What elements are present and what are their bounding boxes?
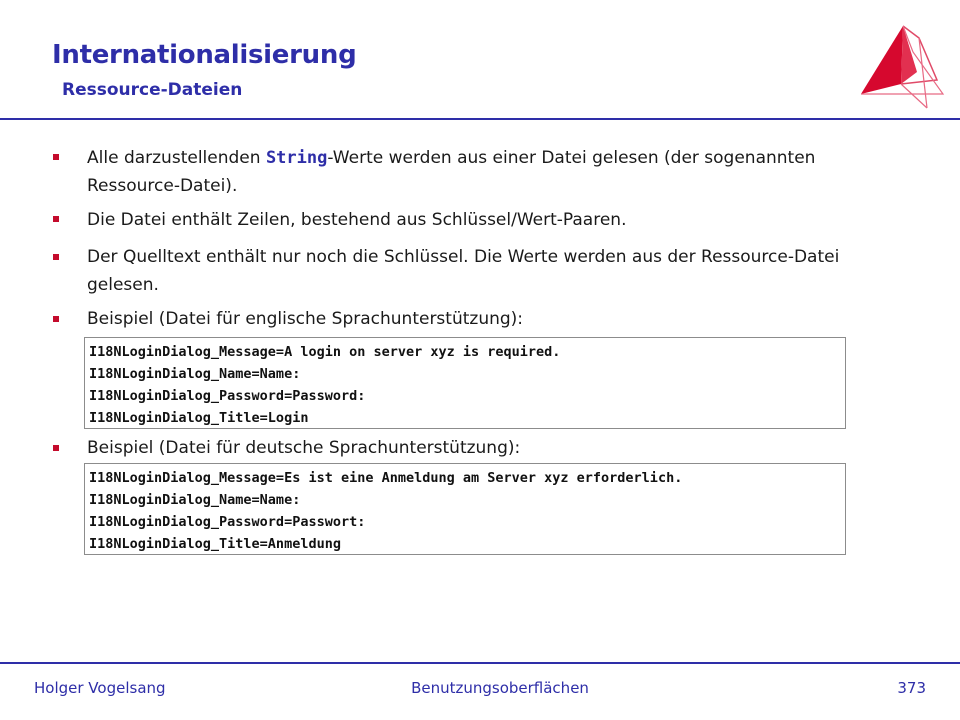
bullet-marker xyxy=(53,216,59,222)
red-triangle-sail-logo-icon xyxy=(855,22,945,114)
bullet-text-part: Alle darzustellenden xyxy=(87,148,266,168)
slide-title: Internationalisierung xyxy=(52,40,357,70)
footer-course: Benutzungsoberflächen xyxy=(411,679,589,697)
footer-page-number: 373 xyxy=(897,679,926,697)
bullet-marker xyxy=(53,445,59,451)
code-line: I18NLoginDialog_Password=Passwort: xyxy=(89,514,366,530)
bullet-marker xyxy=(53,154,59,160)
bullet-text: Beispiel (Datei für englische Sprachunterstützung): xyxy=(87,309,524,329)
code-line: I18NLoginDialog_Message=Es ist eine Anmeldung am Server xyz erforderlich. xyxy=(89,470,683,486)
code-line: I18NLoginDialog_Name=Name: xyxy=(89,492,301,508)
code-line: I18NLoginDialog_Message=A login on server xyz is required. xyxy=(89,344,561,360)
bullet-marker xyxy=(53,254,59,260)
bullet-text xyxy=(87,144,907,200)
inline-code-string: String xyxy=(265,148,328,168)
bullet-text: Der Quelltext enthält nur noch die Schlüssel. Die Werte werden aus der Ressource-Datei gelesen. xyxy=(87,247,840,295)
code-line: I18NLoginDialog_Title=Anmeldung xyxy=(89,536,341,552)
bullet-text: Beispiel (Datei für deutsche Sprachunterstützung): xyxy=(87,438,521,458)
code-block-english xyxy=(84,337,846,429)
bullet-text: Die Datei enthält Zeilen, bestehend aus Schlüssel/Wert-Paaren. xyxy=(87,210,627,230)
code-line: I18NLoginDialog_Password=Password: xyxy=(89,388,366,404)
footer-author: Holger Vogelsang xyxy=(34,679,166,697)
footer-divider xyxy=(0,662,960,664)
bullet-marker xyxy=(53,316,59,322)
header-divider xyxy=(0,118,960,120)
slide-subtitle: Ressource-Dateien xyxy=(62,80,243,100)
code-line: I18NLoginDialog_Title=Login xyxy=(89,410,309,426)
bullet-text-part: -Werte werden aus einer Datei gelesen (der sogenannten Ressource-Datei). xyxy=(87,148,816,196)
code-line: I18NLoginDialog_Name=Name: xyxy=(89,366,301,382)
code-block-german xyxy=(84,463,846,555)
